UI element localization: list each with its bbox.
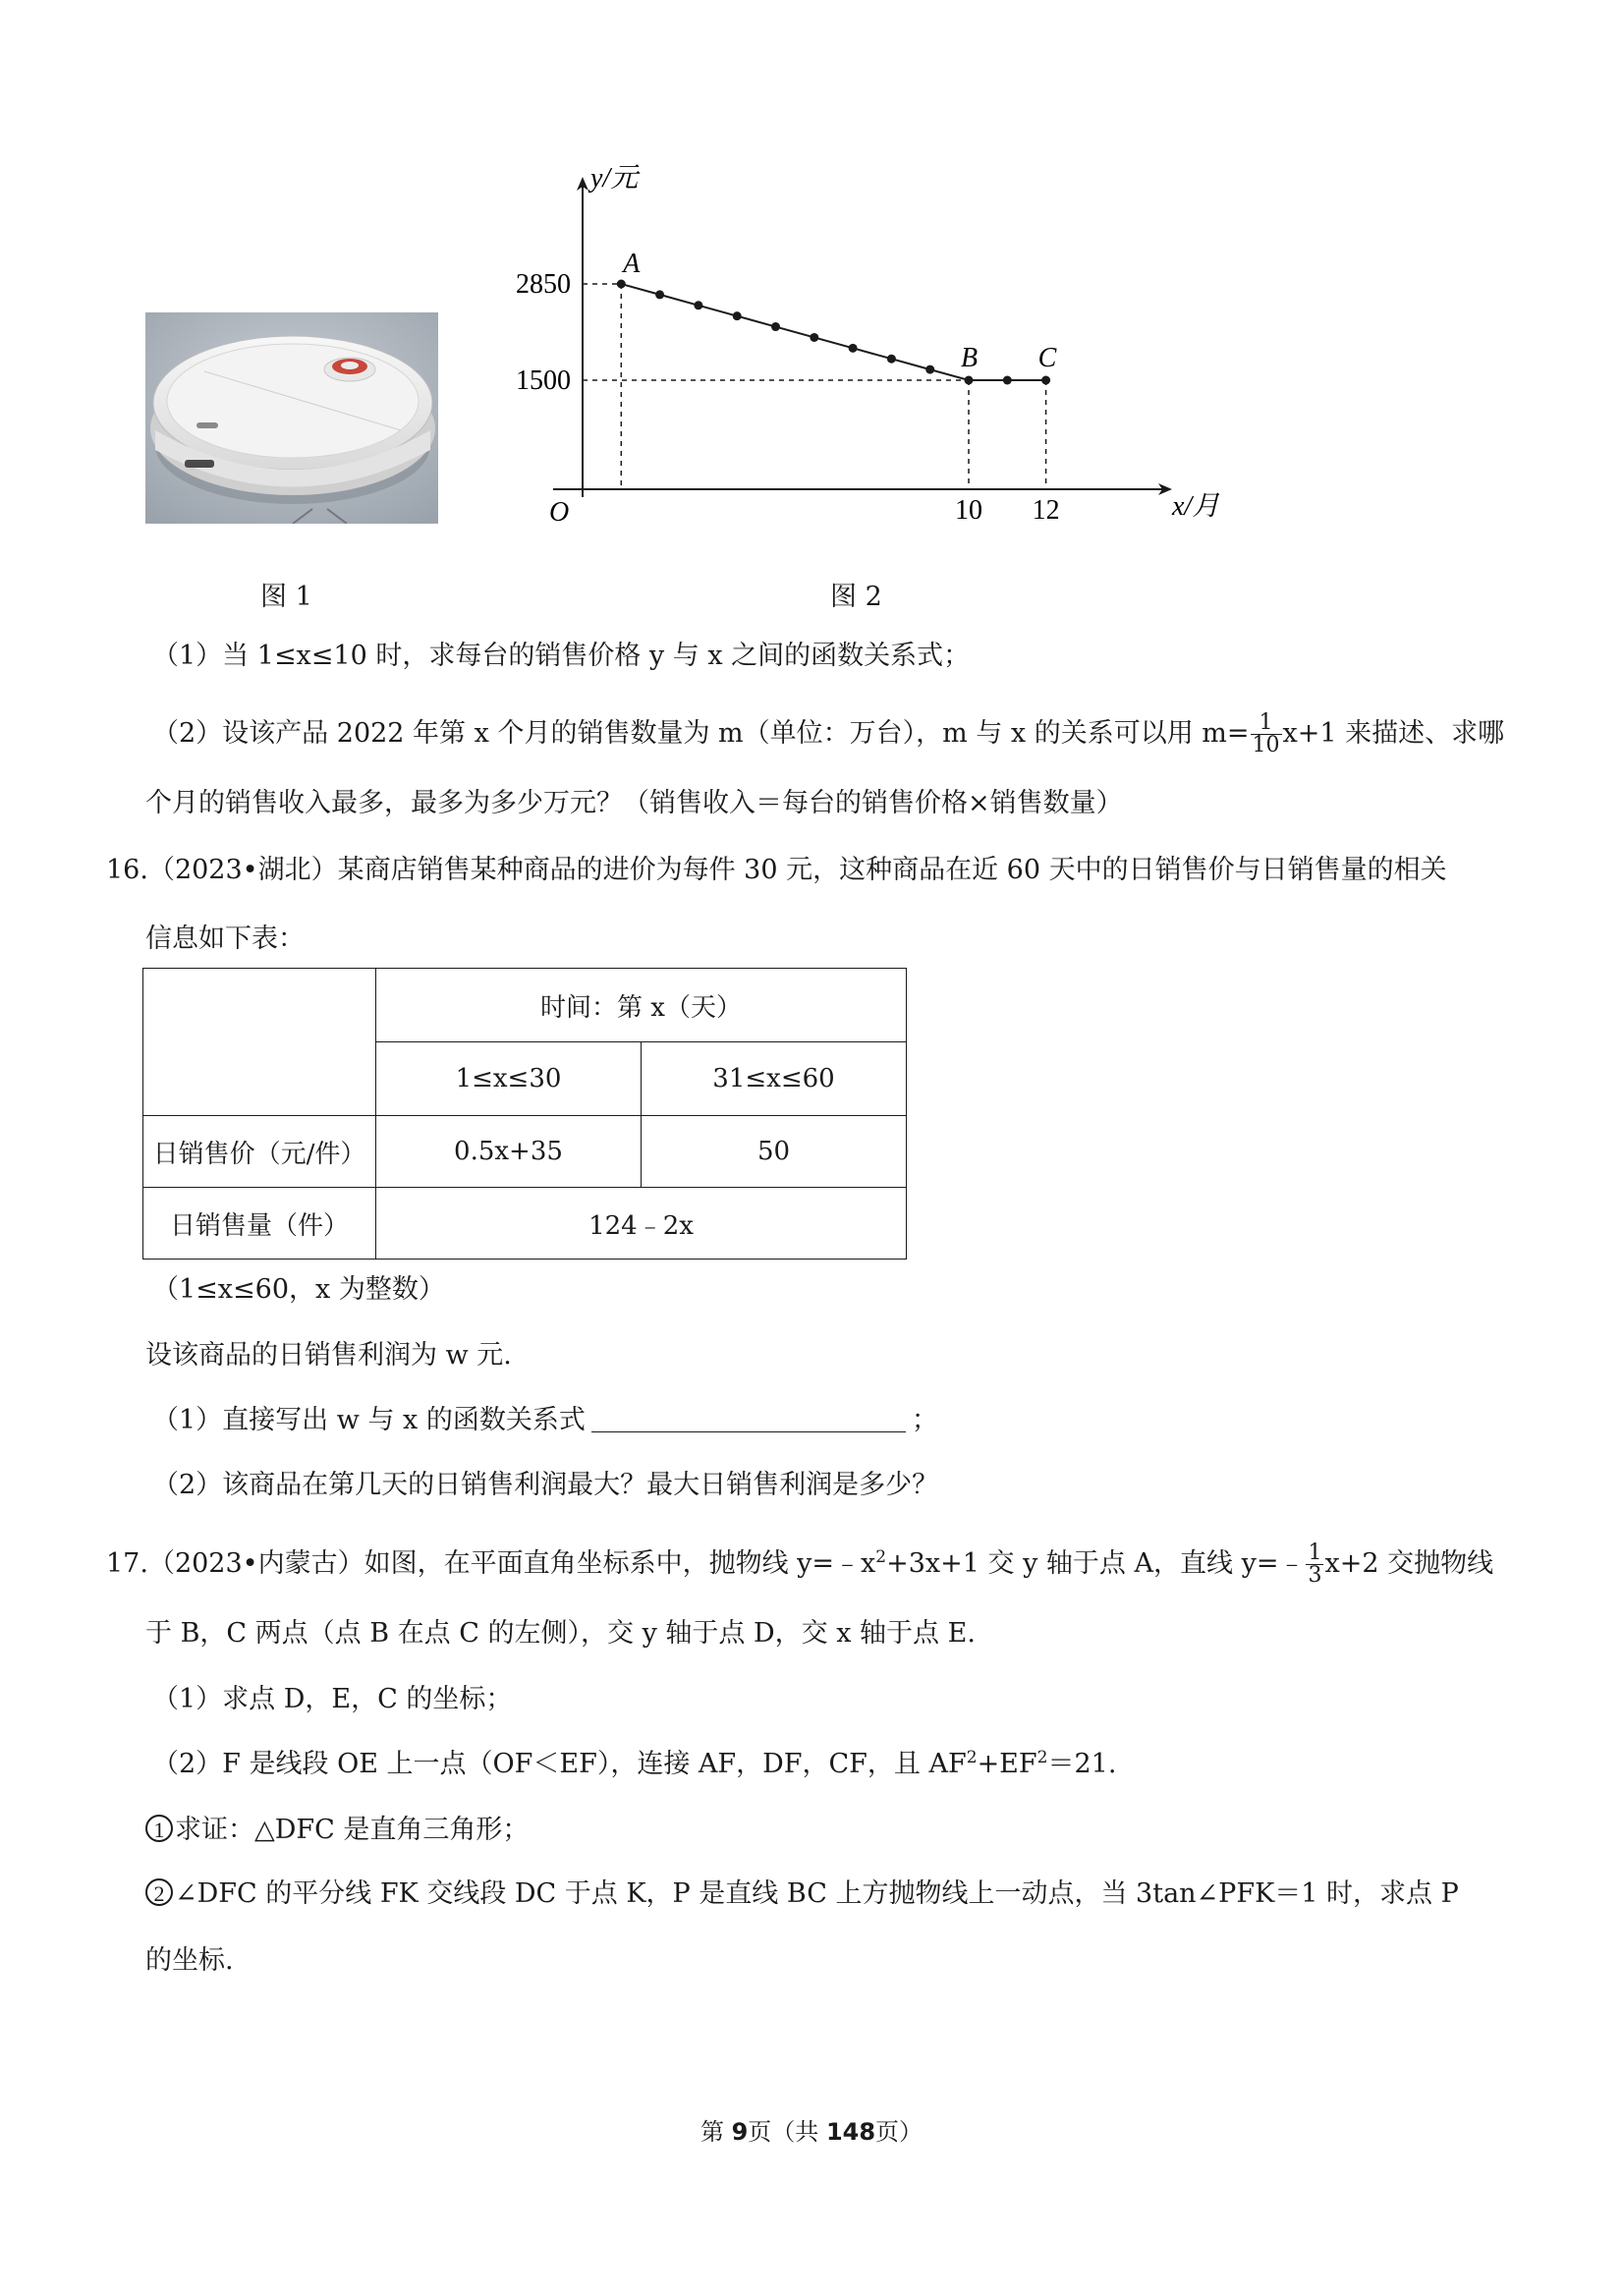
table-header-time: 时间：第 x（天） bbox=[376, 969, 907, 1042]
q16-part2: （2）该商品在第几天的日销售利润最大？最大日销售利润是多少？ bbox=[152, 1470, 939, 1500]
data-point bbox=[925, 365, 934, 374]
table-range-2: 31≤x≤60 bbox=[642, 1042, 907, 1116]
figure1-photo bbox=[145, 312, 438, 524]
data-point bbox=[1003, 376, 1012, 385]
table-price-2: 50 bbox=[642, 1116, 907, 1188]
q16-stem-line2: 信息如下表： bbox=[145, 924, 305, 954]
q17-text-c: x+2 交抛物线 bbox=[1324, 1548, 1494, 1579]
q17-sub1-text: 求证：△DFC 是直角三角形； bbox=[175, 1815, 530, 1845]
q17-stem-line1 bbox=[106, 1542, 1493, 1587]
q17-sub2-text: ∠DFC 的平分线 FK 交线段 DC 于点 K，P 是直线 BC 上方抛物线上一动点，当 3tan∠PFK＝1 时，求点 P bbox=[175, 1878, 1459, 1909]
q15-part2-line1 bbox=[152, 712, 1504, 756]
q17-frac-den: 3 bbox=[1308, 1563, 1322, 1588]
point-label-a: A bbox=[623, 249, 641, 279]
figure2-chart bbox=[491, 147, 1238, 540]
q17-sup: 2 bbox=[875, 1547, 887, 1567]
q15-fraction bbox=[1251, 712, 1282, 756]
x-axis-label: x/月 bbox=[1172, 491, 1220, 522]
q17-part2-a: （2）F 是线段 OE 上一点（OF＜EF），连接 AF，DF，CF，且 AF bbox=[152, 1749, 967, 1779]
table-range-1: 1≤x≤30 bbox=[376, 1042, 642, 1116]
data-point bbox=[849, 344, 858, 353]
q15-frac-num: 1 bbox=[1251, 712, 1282, 735]
data-point bbox=[655, 290, 664, 299]
circled-number-1: 1 bbox=[145, 1815, 173, 1842]
y-axis-label: y/元 bbox=[590, 163, 639, 194]
q17-part1: （1）求点 D，E，C 的坐标； bbox=[152, 1684, 513, 1714]
q17-part2-c: ＝21. bbox=[1047, 1749, 1117, 1779]
x-tick-label: 12 bbox=[1032, 495, 1060, 526]
series-line bbox=[621, 284, 1045, 380]
q16-setup: 设该商品的日销售利润为 w 元. bbox=[145, 1340, 512, 1371]
data-point bbox=[1041, 376, 1050, 385]
y-tick-label: 2850 bbox=[516, 269, 571, 300]
q17-part2-sup2: 2 bbox=[1036, 1748, 1048, 1767]
footer-page: 9 bbox=[731, 2118, 749, 2146]
data-point bbox=[617, 280, 626, 289]
footer-b: 页（共 bbox=[748, 2118, 826, 2146]
x-tick-label: 10 bbox=[955, 495, 982, 526]
q17-part2-sup1: 2 bbox=[966, 1748, 978, 1767]
q15-part1: （1）当 1≤x≤10 时，求每台的销售价格 y 与 x 之间的函数关系式； bbox=[152, 641, 971, 671]
q17-frac-num: 1 bbox=[1308, 1540, 1322, 1565]
data-point bbox=[887, 355, 896, 364]
q17-sub2 bbox=[145, 1876, 1459, 1912]
data-point bbox=[810, 333, 818, 342]
q17-text-a: 17.（2023•内蒙古）如图，在平面直角坐标系中，抛物线 y=﹣x bbox=[106, 1548, 876, 1579]
data-point bbox=[733, 311, 742, 320]
q17-part2-b: +EF bbox=[977, 1749, 1037, 1779]
answer-blank[interactable] bbox=[591, 1404, 906, 1432]
q16-part1-text: （1）直接写出 w 与 x 的函数关系式 bbox=[152, 1405, 586, 1435]
data-point bbox=[965, 376, 974, 385]
table-price-1: 0.5x+35 bbox=[376, 1116, 642, 1188]
table-qty: 124﹣2x bbox=[376, 1188, 907, 1260]
q16-info-table bbox=[142, 968, 907, 1260]
q17-part2 bbox=[152, 1747, 1116, 1782]
footer-c: 页） bbox=[875, 2118, 923, 2146]
q17-stem-line2: 于 B，C 两点（点 B 在点 C 的左侧），交 y 轴于点 D，交 x 轴于点 E. bbox=[145, 1618, 976, 1649]
circled-number-2: 2 bbox=[145, 1878, 173, 1906]
table-row-qty-label: 日销售量（件） bbox=[143, 1188, 376, 1260]
q15-part2-text-a: （2）设该产品 2022 年第 x 个月的销售数量为 m（单位：万台），m 与 x 的关系可以用 m= bbox=[152, 718, 1250, 749]
table-row-price-label: 日销售价（元/件） bbox=[143, 1116, 376, 1188]
footer-a: 第 bbox=[700, 2118, 732, 2146]
q15-part2-text-b: x+1 来描述、求哪 bbox=[1282, 718, 1505, 749]
table-empty-corner bbox=[143, 969, 376, 1116]
q17-text-b: +3x+1 交 y 轴于点 A，直线 y=﹣ bbox=[886, 1548, 1306, 1579]
point-label-b: B bbox=[961, 343, 979, 373]
y-tick-label: 1500 bbox=[516, 365, 571, 396]
q16-note: （1≤x≤60，x 为整数） bbox=[152, 1274, 445, 1305]
data-point bbox=[771, 322, 780, 331]
figure2-caption: 图 2 bbox=[830, 582, 882, 612]
q16-part1-end: ； bbox=[911, 1405, 938, 1435]
q17-fraction bbox=[1306, 1542, 1323, 1587]
q17-sub2-end: 的坐标. bbox=[145, 1945, 234, 1976]
figure1-caption: 图 1 bbox=[260, 582, 312, 612]
q15-frac-den: 10 bbox=[1252, 733, 1280, 757]
origin-label: O bbox=[549, 497, 570, 528]
data-point bbox=[694, 301, 702, 309]
q17-sub1 bbox=[145, 1813, 529, 1848]
point-label-c: C bbox=[1037, 343, 1057, 373]
page-footer bbox=[0, 2112, 1623, 2147]
footer-total: 148 bbox=[825, 2118, 876, 2146]
q16-stem-line1: 16.（2023•湖北）某商店销售某种商品的进价为每件 30 元，这种商品在近 60 天中的日销售价与日销售量的相关 bbox=[106, 855, 1447, 885]
q16-part1 bbox=[152, 1403, 938, 1438]
q15-part2-line2: 个月的销售收入最多，最多为多少万元？（销售收入＝每台的销售价格×销售数量） bbox=[145, 788, 1123, 818]
robot-vacuum-image bbox=[145, 312, 438, 524]
